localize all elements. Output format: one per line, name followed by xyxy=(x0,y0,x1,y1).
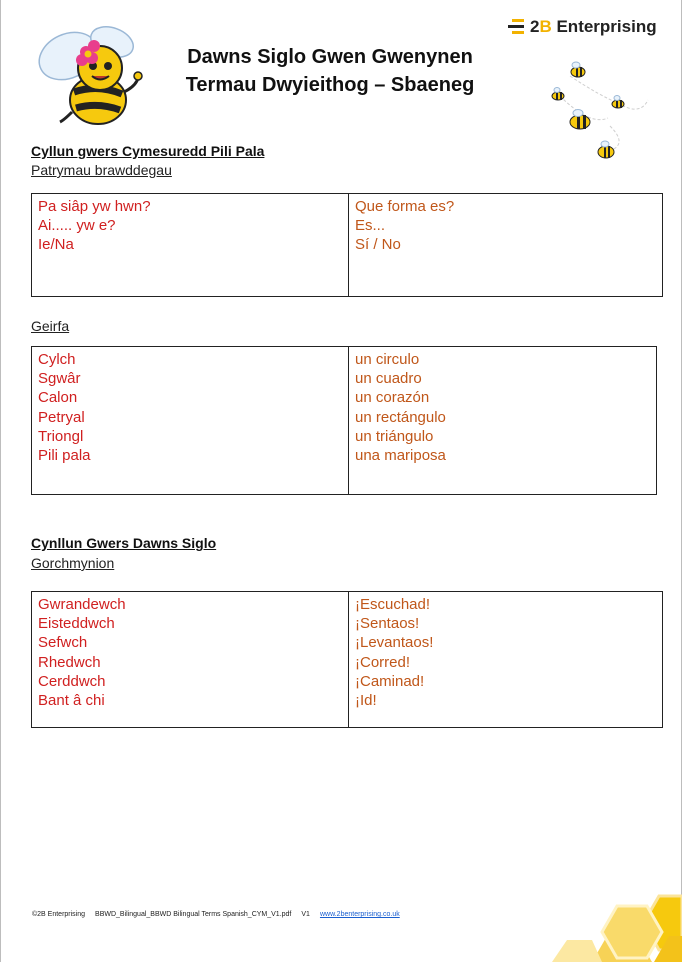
section2-welsh-term: Petryal xyxy=(38,408,85,426)
section1-spanish-term: Sí / No xyxy=(355,236,401,254)
footer-website-link[interactable]: www.2benterprising.co.uk xyxy=(319,911,400,918)
section3-spanish-term: ¡Corred! xyxy=(355,653,411,671)
brand-logo xyxy=(506,14,657,40)
section2-spanish-term: un circulo xyxy=(355,351,420,368)
section3-welsh-term: Cerddwch xyxy=(38,672,106,690)
section2-welsh-term: Sgwâr xyxy=(38,370,81,388)
section1-subheading: Patrymau brawddegau xyxy=(31,162,172,178)
section1-spanish-term: Que forma es? xyxy=(355,198,455,215)
section1-welsh-column xyxy=(32,194,349,296)
section2-spanish-term: un cuadro xyxy=(355,370,422,388)
section3-welsh-column xyxy=(32,592,349,727)
logo-text: 2B Enterprising xyxy=(530,17,657,36)
section3-welsh-term: Sefwch xyxy=(38,634,88,652)
section2-spanish-term: un corazón xyxy=(355,389,430,407)
section1-spanish-term: Es... xyxy=(355,217,386,235)
section2-table xyxy=(31,346,657,495)
bee-mascot-image xyxy=(20,12,160,132)
page-title-line1: Dawns Siglo Gwen Gwenynen xyxy=(187,46,473,68)
page-footer xyxy=(32,911,400,918)
logo-stripes-icon xyxy=(506,18,526,36)
section2-welsh-term: Calon xyxy=(38,389,78,407)
section3-spanish-term: ¡Levantaos! xyxy=(355,634,434,652)
section2-subheading: Geirfa xyxy=(31,318,70,334)
section2-welsh-term: Triongl xyxy=(38,427,84,445)
section2-spanish-column xyxy=(349,347,656,494)
footer-version: V1 xyxy=(301,911,310,918)
section3-spanish-term: ¡Caminad! xyxy=(355,672,425,690)
footer-copyright: ©2B Enterprising xyxy=(32,911,86,918)
section2-welsh-term: Cylch xyxy=(38,351,76,368)
section2-spanish-term: un rectángulo xyxy=(355,408,446,426)
section3-heading: Cynllun Gwers Dawns Siglo xyxy=(31,535,217,551)
section3-welsh-term: Eisteddwch xyxy=(38,615,115,633)
section3-subheading: Gorchmynion xyxy=(31,555,115,571)
section3-spanish-term: ¡Escuchad! xyxy=(355,596,431,613)
section2-welsh-column xyxy=(32,347,349,494)
section3-welsh-term: Bant â chi xyxy=(38,692,105,710)
section1-spanish-column xyxy=(349,194,662,296)
section3-spanish-column xyxy=(349,592,662,727)
section1-heading: Cyllun gwers Cymesuredd Pili Pala xyxy=(31,143,265,159)
section3-welsh-term: Gwrandewch xyxy=(38,596,126,613)
section1-welsh-term: Ai..... yw e? xyxy=(38,217,116,235)
section3-table xyxy=(31,591,663,728)
section3-welsh-term: Rhedwch xyxy=(38,653,101,671)
section2-spanish-term: un triángulo xyxy=(355,427,434,445)
section1-welsh-term: Pa siâp yw hwn? xyxy=(38,198,151,215)
page-title-line2: Termau Dwyieithog – Sbaeneg xyxy=(185,74,475,96)
section1-welsh-term: Ie/Na xyxy=(38,236,74,254)
section2-welsh-term: Pili pala xyxy=(38,447,91,465)
section3-spanish-term: ¡Id! xyxy=(355,692,377,710)
footer-filename: BBWD_Bilingual_BBWD Bilingual Terms Spanish_CYM_V1.pdf xyxy=(95,911,292,918)
small-bees-image xyxy=(540,56,660,166)
honeycomb-decoration xyxy=(532,862,682,962)
section1-table xyxy=(31,193,663,297)
page-edge-left xyxy=(0,0,1,962)
section2-spanish-term: una mariposa xyxy=(355,447,446,465)
section3-spanish-term: ¡Sentaos! xyxy=(355,615,420,633)
